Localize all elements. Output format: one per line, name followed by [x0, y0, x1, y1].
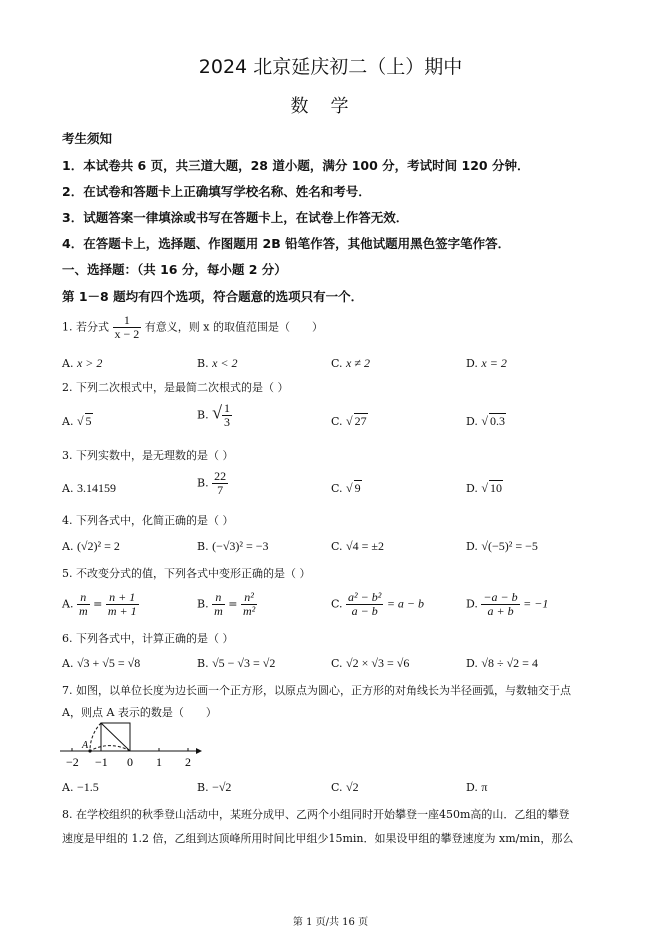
q1-option-c[interactable]: C. x ≠ 2 — [331, 356, 370, 370]
q5-option-d[interactable]: D. $\frac{-a - b}{a + b}$ = −1 — [466, 590, 549, 619]
tick-label-1: 1 — [156, 755, 162, 769]
notice-item-2: 2．在试卷和答题卡上正确填写学校名称、姓名和考号． — [62, 184, 371, 199]
q2-option-b[interactable]: B. √ $\frac{1}{3}$ — [197, 401, 230, 430]
subject-title: 数学 — [290, 96, 371, 117]
q3-option-a[interactable]: A. 3.14159 — [62, 481, 116, 495]
tick-label-2: 2 — [185, 755, 191, 769]
q7-option-d[interactable]: D. π — [466, 780, 488, 794]
q6-option-d[interactable]: D. √8 ÷ √2 = 4 — [466, 656, 538, 670]
notice-heading: 考生须知 — [62, 131, 113, 146]
q6-option-c[interactable]: C. √2 × √3 = √6 — [331, 656, 410, 670]
q4-option-a[interactable]: A. (√2)² = 2 — [62, 539, 120, 553]
point-a-label: A — [82, 740, 89, 751]
q4-option-d[interactable]: D. √(−5)² = −5 — [466, 539, 538, 553]
question-8-line-1: 8. 在学校组织的秋季登山活动中，某班分成甲、乙两个小组同时开始攀登一座450m高的山．乙组的攀登 — [62, 808, 570, 821]
question-7-line-1: 7. 如图，以单位长度为边长画一个正方形，以原点为圆心，正方形的对角线长为半径画弧，与数轴交于点 — [62, 684, 571, 697]
q4-option-b[interactable]: B. (−√3)² = −3 — [197, 539, 269, 553]
q2-option-c[interactable]: C. √ 27 — [331, 414, 367, 428]
q5-option-b[interactable]: B. $\frac{n}{m}$ = $\frac{\text{n²}}{\text{m²}}$ — [197, 590, 256, 619]
q7-option-a[interactable]: A. −1.5 — [62, 780, 99, 794]
q6-option-a[interactable]: A. √3 + √5 = √8 — [62, 656, 141, 670]
q1-option-a[interactable]: A. x > 2 — [62, 356, 103, 370]
q3-option-d[interactable]: D. √ 10 — [466, 481, 503, 495]
q5-option-a[interactable]: A. $\frac{n}{m}$ = $\frac{n + 1}{m + 1}$ — [62, 590, 137, 619]
tick-label-neg2: −2 — [66, 755, 79, 769]
question-3: 3. 下列实数中，是无理数的是（ ） — [62, 449, 234, 462]
point-a — [88, 749, 91, 752]
number-line-figure — [58, 718, 208, 770]
q1-option-b[interactable]: B. x < 2 — [197, 356, 238, 370]
tick-label-neg1: −1 — [95, 755, 108, 769]
radius-arc — [90, 746, 130, 751]
q1-fraction: $\frac{1}{x - 2}$ — [114, 313, 140, 342]
notice-item-3: 3．试题答案一律填涂或书写在答题卡上，在试卷上作答无效． — [62, 210, 409, 225]
q2-option-d[interactable]: D. √ 0.3 — [466, 414, 506, 428]
question-1: 1. 若分式 $\frac{1}{x - 2}$ 有意义，则 x 的取值范围是（ ） — [62, 313, 323, 342]
q3-option-b[interactable]: B. $\frac{22}{7}$ — [197, 469, 227, 498]
section-title: 一、选择题：（共 16 分，每小题 2 分） — [62, 262, 287, 277]
axis-arrow — [196, 748, 202, 754]
page-footer: 第 1 页/共 16 页 — [292, 917, 369, 928]
notice-item-4: 4．在答题卡上，选择题、作图题用 2B 铅笔作答，其他试题用黑色签字笔作答． — [62, 236, 511, 251]
q3-option-c[interactable]: C. √ 9 — [331, 481, 361, 495]
q1-option-d[interactable]: D. x = 2 — [466, 356, 507, 370]
q2-option-a[interactable]: A. √ 5 — [62, 414, 92, 428]
question-5: 5. 不改变分式的值，下列各式中变形正确的是（ ） — [62, 567, 311, 580]
tick-label-0: 0 — [127, 755, 133, 769]
q5-option-c[interactable]: C. $\frac{\text{a² − b²}}{a - b}$ = a − b — [331, 590, 425, 619]
q4-option-c[interactable]: C. √4 = ±2 — [331, 539, 384, 553]
q7-option-b[interactable]: B. −√2 — [197, 780, 232, 794]
q6-option-b[interactable]: B. √5 − √3 = √2 — [197, 656, 276, 670]
question-8-line-2: 速度是甲组的 1.2 倍，乙组到达顶峰所用时间比甲组少15min．如果设甲组的攀登速度为 xm/min，那么 — [62, 832, 574, 845]
question-7-line-2: A，则点 A 表示的数是（ ） — [62, 706, 217, 719]
q7-option-c[interactable]: C. √2 — [331, 780, 359, 794]
question-4: 4. 下列各式中，化简正确的是（ ） — [62, 514, 234, 527]
question-6: 6. 下列各式中，计算正确的是（ ） — [62, 632, 234, 645]
notice-item-1: 1．本试卷共 6 页，共三道大题，28 道小题，满分 100 分，考试时间 120 分钟． — [62, 158, 530, 173]
page-title: 2024 北京延庆初二（上）期中 — [198, 56, 463, 78]
question-2: 2. 下列二次根式中，是最简二次根式的是（ ） — [62, 381, 289, 394]
section-instruction: 第 1－8 题均有四个选项，符合题意的选项只有一个． — [62, 289, 364, 304]
square-diagonal — [101, 723, 130, 751]
